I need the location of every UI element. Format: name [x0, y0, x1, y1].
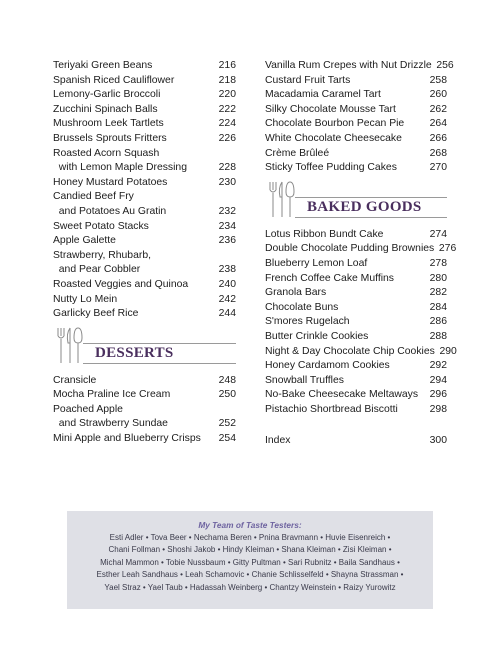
recipe-title: and Strawberry Sundae [53, 418, 168, 430]
toc-left-column [53, 59, 236, 447]
toc-entry[interactable] [265, 330, 447, 345]
recipe-title: Butter Crinkle Cookies [265, 330, 369, 342]
page-number: 250 [218, 389, 236, 401]
page-number: 216 [218, 60, 236, 71]
page-number: 296 [429, 389, 447, 401]
recipe-title: White Chocolate Cheesecake [265, 132, 402, 144]
recipe-title: Candied Beef Fry [53, 191, 134, 203]
page-number: 224 [218, 118, 236, 130]
recipe-title: Snowball Truffles [265, 374, 344, 386]
recipe-title: Lotus Ribbon Bundt Cake [265, 228, 384, 240]
taste-testers-names [77, 532, 423, 595]
taster-names-line: Yael Straz • Yael Taub • Hadassah Weinberg • Chantzy Weinstein • Raizy Yurowitz [104, 582, 396, 592]
recipe-title: Sweet Potato Stacks [53, 220, 149, 232]
toc-entry[interactable] [53, 249, 236, 264]
page-number: 234 [218, 220, 236, 232]
taster-names-line: Esti Adler • Tova Beer • Nechama Beren • Pnina Bravmann • Huvie Eisenreich • [109, 532, 391, 542]
page-number: 280 [429, 272, 447, 284]
toc-entry[interactable] [53, 88, 236, 103]
recipe-title: Brussels Sprouts Fritters [53, 132, 167, 144]
section-title-baked-goods: BAKED GOODS [307, 198, 422, 215]
page-number: 284 [429, 301, 447, 313]
toc-entry[interactable] [265, 132, 447, 147]
toc-entry[interactable] [265, 117, 447, 132]
index-title: Index [265, 435, 291, 447]
toc-entry[interactable] [53, 388, 236, 403]
page-number: 244 [218, 308, 236, 320]
cutlery-icon [53, 326, 85, 364]
recipe-title: and Potatoes Au Gratin [53, 205, 167, 217]
page-number: 256 [436, 60, 454, 71]
toc-entry[interactable] [265, 88, 447, 103]
recipe-title: Night & Day Chocolate Chip Cookies [265, 345, 435, 357]
recipe-title: Spanish Riced Cauliflower [53, 74, 175, 86]
page-number: 292 [429, 360, 447, 372]
toc-entry[interactable] [53, 117, 236, 132]
page-number: 222 [218, 103, 236, 115]
taster-names-line: Michal Mammon • Tobie Nussbaum • Gitty Pultman • Sari Rubnitz • Baila Sandhaus • [100, 557, 400, 567]
page-number: 298 [429, 403, 447, 415]
page-number: 248 [218, 374, 236, 386]
toc-entry[interactable] [265, 374, 447, 389]
toc-entry[interactable] [265, 359, 447, 374]
page-number: 276 [438, 243, 457, 255]
page-number: 270 [429, 162, 447, 174]
toc-entry[interactable] [265, 147, 447, 162]
toc-entry[interactable] [265, 286, 447, 301]
recipe-title: Mini Apple and Blueberry Crisps [53, 433, 201, 445]
toc-entry[interactable] [265, 403, 447, 418]
toc-entry[interactable] [53, 132, 236, 147]
page-number: 288 [429, 330, 447, 342]
toc-entry[interactable] [53, 263, 236, 278]
recipe-title: Crème Brûleé [265, 147, 330, 159]
desserts-section-header [53, 326, 236, 364]
taste-testers-title: My Team of Taste Testers: [198, 520, 302, 530]
recipe-title: No-Bake Cheesecake Meltaways [265, 389, 419, 401]
page-number: 282 [429, 287, 447, 299]
recipe-title: Vanilla Rum Crepes with Nut Drizzle [265, 60, 432, 71]
recipe-list-sides [53, 59, 236, 322]
toc-entry[interactable] [265, 315, 447, 330]
recipe-title: Apple Galette [53, 235, 116, 247]
toc-entry[interactable] [53, 220, 236, 235]
toc-entry[interactable] [53, 403, 236, 418]
page-number: 258 [429, 74, 447, 86]
recipe-title: Honey Mustard Potatoes [53, 176, 168, 188]
recipe-title: Strawberry, Rhubarb, [53, 249, 151, 261]
index-entry[interactable] [265, 434, 447, 449]
page-number: 286 [429, 316, 447, 328]
page-number: 240 [218, 278, 236, 290]
toc-entry[interactable] [53, 59, 236, 74]
toc-entry[interactable] [265, 345, 457, 360]
toc-entry[interactable] [53, 374, 236, 389]
toc-entry[interactable] [53, 307, 236, 322]
toc-entry[interactable] [53, 190, 236, 205]
page-number: 232 [218, 205, 236, 217]
toc-entry[interactable] [265, 103, 447, 118]
page-number: 264 [429, 118, 447, 130]
recipe-title: Silky Chocolate Mousse Tart [265, 103, 396, 115]
recipe-title: Macadamia Caramel Tart [265, 89, 381, 101]
recipe-title: Double Chocolate Pudding Brownies [265, 243, 435, 255]
toc-entry[interactable] [53, 176, 236, 191]
toc-entry[interactable] [265, 242, 457, 257]
page-number: 220 [218, 89, 236, 101]
toc-entry[interactable] [265, 257, 447, 272]
toc-entry[interactable] [265, 272, 447, 287]
page-number: 254 [218, 433, 236, 445]
toc-entry[interactable] [53, 432, 236, 447]
page-number: 218 [218, 74, 236, 86]
toc-entry[interactable] [265, 388, 447, 403]
recipe-title: with Lemon Maple Dressing [53, 162, 187, 174]
recipe-title: Sticky Toffee Pudding Cakes [265, 162, 397, 174]
toc-entry[interactable] [53, 205, 236, 220]
recipe-title: Roasted Veggies and Quinoa [53, 278, 189, 290]
recipe-title: Zucchini Spinach Balls [53, 103, 158, 115]
recipe-title: Roasted Acorn Squash [53, 147, 160, 159]
recipe-title: Lemony-Garlic Broccoli [53, 89, 161, 101]
page-number: 268 [429, 147, 447, 159]
recipe-title: Custard Fruit Tarts [265, 74, 351, 86]
page-number: 226 [218, 132, 236, 144]
page-number: 242 [218, 293, 236, 305]
recipe-title: Blueberry Lemon Loaf [265, 257, 368, 269]
page-number: 236 [218, 235, 236, 247]
toc-entry[interactable] [53, 161, 236, 176]
cutlery-icon [265, 180, 297, 218]
page-number: 290 [439, 345, 457, 357]
page-number: 274 [429, 228, 447, 240]
recipe-list-baked-goods [265, 228, 457, 418]
recipe-list-desserts-continued [265, 59, 454, 176]
toc-right-column [265, 59, 457, 449]
page-number: 266 [429, 132, 447, 144]
recipe-title: Poached Apple [53, 403, 123, 415]
toc-entry[interactable] [53, 417, 236, 432]
page-number: 252 [218, 418, 236, 430]
toc-entry[interactable] [53, 74, 236, 89]
recipe-title: French Coffee Cake Muffins [265, 272, 394, 284]
toc-entry[interactable] [265, 59, 454, 74]
toc-entry[interactable] [265, 74, 447, 89]
toc-entry[interactable] [265, 301, 447, 316]
toc-entry[interactable] [53, 293, 236, 308]
recipe-title: Chocolate Buns [265, 301, 339, 313]
toc-entry[interactable] [53, 278, 236, 293]
taster-names-line: Esther Leah Sandhaus • Leah Schamovic • Chanie Schlisselfeld • Shayna Strassman • [96, 570, 404, 580]
page-number: 238 [218, 264, 236, 276]
toc-entry[interactable] [53, 103, 236, 118]
page-number: 228 [218, 162, 236, 174]
toc-entry[interactable] [53, 147, 236, 162]
recipe-title: Garlicky Beef Rice [53, 308, 139, 320]
recipe-title: Honey Cardamom Cookies [265, 360, 390, 372]
taste-testers-panel [67, 511, 433, 609]
page-number: 230 [218, 176, 236, 188]
toc-entry[interactable] [53, 234, 236, 249]
recipe-title: Teriyaki Green Beans [53, 60, 153, 71]
page-number: 260 [429, 89, 447, 101]
recipe-title: Mushroom Leek Tartlets [53, 118, 164, 130]
baked-goods-section-header [265, 180, 447, 218]
section-title-desserts: DESSERTS [95, 344, 174, 361]
recipe-title: and Pear Cobbler [53, 264, 141, 276]
toc-entry[interactable] [265, 161, 447, 176]
recipe-title: Pistachio Shortbread Biscotti [265, 403, 398, 415]
recipe-title: Mocha Praline Ice Cream [53, 389, 171, 401]
page-number: 278 [429, 257, 447, 269]
index-page: 300 [429, 435, 447, 447]
recipe-title: S'mores Rugelach [265, 316, 350, 328]
taster-names-line: Chani Follman • Shoshi Jakob • Hindy Kleiman • Shana Kleiman • Zisi Kleiman • [108, 545, 392, 555]
page-number: 294 [429, 374, 447, 386]
recipe-title: Cransicle [53, 374, 97, 386]
recipe-list-desserts [53, 374, 236, 447]
recipe-title: Granola Bars [265, 287, 327, 299]
recipe-title: Nutty Lo Mein [53, 293, 118, 305]
page-number: 262 [429, 103, 447, 115]
recipe-title: Chocolate Bourbon Pecan Pie [265, 118, 405, 130]
toc-entry[interactable] [265, 228, 447, 243]
